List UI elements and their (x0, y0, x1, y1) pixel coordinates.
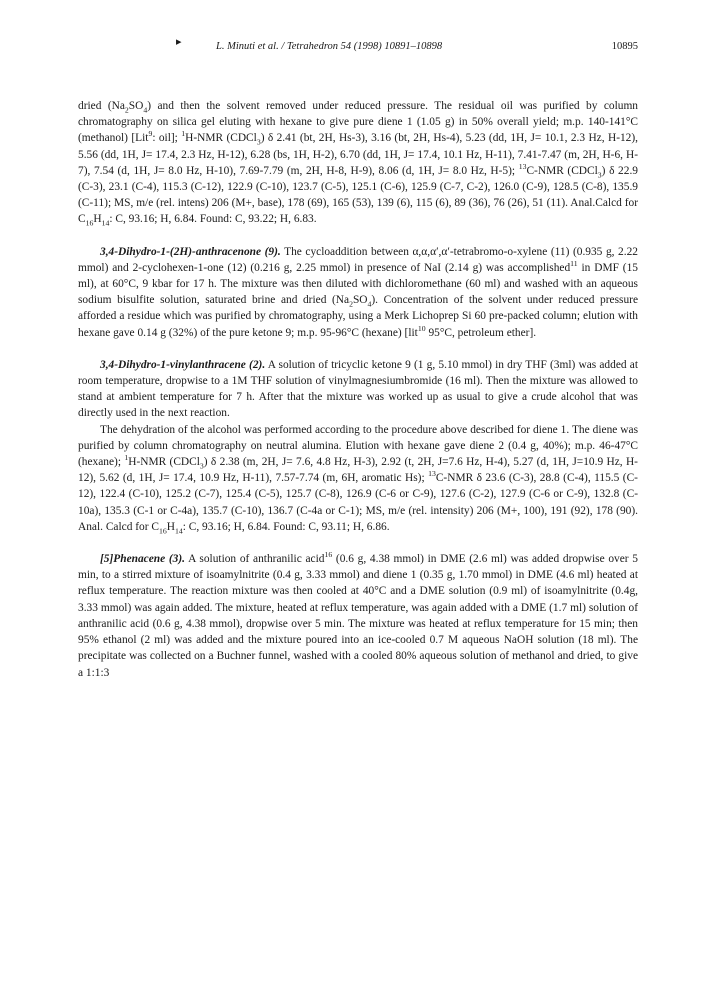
text-run: SO (128, 100, 144, 112)
running-title: L. Minuti et al. / Tetrahedron 54 (1998) 10891–10898 (216, 41, 443, 52)
paragraph-phenacene (78, 551, 638, 681)
superscript: 10 (417, 323, 426, 333)
subscript: 3 (597, 170, 602, 180)
superscript: 16 (324, 550, 333, 560)
paragraph-vinylanthracene (78, 357, 638, 422)
superscript: 9 (148, 129, 153, 139)
text-run: ) δ 22.9 (C-3), 23.1 (C-4), 115.3 (C-12), 122.9 (C-10), 123.7 (C-5), 125.1 (C-6), 125.9 (C-7, C-2), 126.0 (C-9), 128.5 (C-8), 135.9 (C-11); MS, m/e (rel. intens) 206 (M+, base), 178 (69), 165 (53), 139 (6), 115 (6), 89 (36), 76 (26), 51 (11). Anal.Calcd for C (78, 164, 638, 226)
subscript: 14 (174, 526, 183, 536)
paragraph-anthracenone (78, 244, 638, 341)
text-run: H-NMR (CDCl (185, 132, 257, 145)
subscript: 16 (158, 526, 167, 536)
subscript: 14 (101, 218, 110, 228)
text-run: The cycloaddition between α,α,α′,α′-tetrabromo-o-xylene (11) (0.935 g, 2.22 mmol) and 2-cyclohexen-1-one (12) (0.216 g, 2.25 mmol) in presence of NaI (2.14 g) was accomplished (78, 245, 638, 274)
text-run: H (93, 213, 102, 226)
page-number: 10895 (611, 41, 638, 52)
text-run: ) and then the solvent removed under reduced pressure. The residual oil was purified by column chromatography on silica gel eluting with hexane to give pure diene 1 (1.05 g) in 50% overall yield; m.p. 140-141°C (methanol) [Lit (78, 100, 638, 145)
subscript: 3 (199, 461, 204, 471)
running-header (78, 36, 638, 57)
paragraph-diene-1-workup (78, 98, 638, 228)
superscript: 13 (428, 469, 436, 479)
text-run: ) δ 2.41 (bt, 2H, Hs-3), 3.16 (bt, 2H, Hs-4), 5.23 (dd, 1H, J= 10.1, 2.3 Hz, H-12), 5.56 (dd, 1H, J= 17.4, 2.3 Hz, H-12), 6.28 (bs, 1H, H-2), 6.70 (dd, 1H, J= 17.4, 10.1 Hz, H-11), 7.41-7.47 (m, 2H, H-6, H-7), 7.54 (d, 1H, J= 8.0 Hz, H-10), 7.69-7.79 (m, 2H, H-8, H-9), 8.06 (d, 1H, J= 8.0 Hz, H-5); (78, 132, 639, 177)
superscript: 13 (518, 162, 527, 172)
subscript: 2 (124, 105, 129, 115)
subscript: 4 (367, 299, 372, 309)
subscript: 3 (256, 137, 261, 147)
paragraph-dehydration (78, 422, 638, 535)
section-title: 3,4-Dihydro-1-(2H)-anthracenone (9). (100, 245, 281, 258)
text-run: : C, 93.16; H, 6.84. Found: C, 93.22; H, 6.83. (109, 213, 317, 226)
text-run: SO (352, 294, 368, 307)
text-run: : oil]; (152, 132, 182, 145)
superscript: 1 (181, 129, 186, 139)
superscript: 11 (570, 259, 578, 269)
text-run: in DMF (15 ml), at 60°C, 9 kbar for 17 h. The mixture was then diluted with dichloromethane (60 ml) and washed with an aqueous sodium bisulfite solution, saturated brine and dried (Na (78, 261, 638, 307)
superscript: 1 (124, 453, 129, 463)
text-run: ). Concentration of the solvent under reduced pressure afforded a residue which was purified by chromatography, using a Merk Lichoprep Si 60 pre-packed column; elution with hexane gave 0.14 g (32%) of the pure ketone 9; m.p. 95-96°C (hexane) [lit (78, 294, 638, 339)
body-text (78, 98, 638, 681)
text-run: : C, 93.16; H, 6.84. Found: C, 93.11; H, 6.86. (182, 520, 390, 533)
subscript: 16 (85, 218, 94, 228)
section-title: 3,4-Dihydro-1-vinylanthracene (2). (100, 358, 266, 371)
text-run: 95°C, petroleum ether]. (425, 326, 537, 339)
text-run: C-NMR δ 23.6 (C-3), 28.8 (C-4), 115.5 (C-12), 122.4 (C-10), 125.2 (C-7), 125.4 (C-5), 125.7 (C-8), 126.9 (C-6 or C-9), 127.6 (C-2), 127.9 (C-6 or C-9), 132.8 (C-10a), 135.3 (C-1 or C-4a), 135.7 (C-10), 136.7 (C-4a or C-1); MS, m/e (rel. intensity) 206 (M+, 100), 191 (92), 178 (90). Anal. Calcd for C (78, 472, 638, 533)
text-run: A solution of tricyclic ketone 9 (1 g, 5.10 mmol) in dry THF (3ml) was added at room temperature, dropwise to a 1M THF solution of vinylmagnesiumbromide (16 ml). Then the mixture was allowed to stand at ambient temperature for 7 h. After that the mixture was worked up as usual to give a crude alcohol that was directly used in the next reaction. (78, 358, 638, 420)
text-run: dried (Na (78, 100, 125, 112)
section-title: [5]Phenacene (3). (100, 553, 186, 566)
text-run: The dehydration of the alcohol was performed according to the procedure above described for diene 1. The diene was purified by column chromatography on neutral alumina. Elution with hexane gave diene 2 (0.4 g, 40%); m.p. 46-47°C (hexane); (78, 423, 638, 469)
text-run: C-NMR (CDCl (526, 164, 598, 177)
text-run: (0.6 g, 4.38 mmol) in DME (2.6 ml) was added dropwise over 5 min, to a stirred mixture of isoamylnitrite (0.4 g, 3.33 mmol) and diene 1 (0.35 g, 1.70 mmol) in DME (4.6 ml) heated at reflux temperature. The reaction mixture was then cooled at 40°C and a DME solution (0.9 ml) of isoamylnitrite (0.4g, 3.33 mmol) was again added. The mixture, heated at reflux temperature, was again added with a DME (1.7 ml) solution of anthranilic acid (0.6 g, 4.38 mmol), dropwise over 5 min. The mixture was heated at reflux temperature for 15 min; then 95% ethanol (2 ml) was added and the mixture poured into an ice-cooled 0.7 M aqueous NaOH solution (18 ml). The precipitate was collected on a Buchner funnel, washed with a cooled 80% aqueous solution of methanol and dried, to give a 1:1:3 (78, 553, 638, 679)
subscript: 4 (143, 105, 148, 115)
text-run: H (166, 520, 175, 533)
subscript: 2 (349, 299, 353, 309)
text-run: H-NMR (CDCl (128, 456, 200, 469)
page-mark: ▸ (176, 36, 182, 48)
text-run: A solution of anthranilic acid (185, 553, 325, 566)
text-run: ) δ 2.38 (m, 2H, J= 7.6, 4.8 Hz, H-3), 2.92 (t, 2H, J=7.6 Hz, H-4), 5.27 (d, 1H, J=10.9 Hz, H-12), 5.62 (d, 1H, J= 17.4, 10.9 Hz, H-11), 7.57-7.74 (m, 6H, aromatic Hs); (78, 456, 638, 485)
